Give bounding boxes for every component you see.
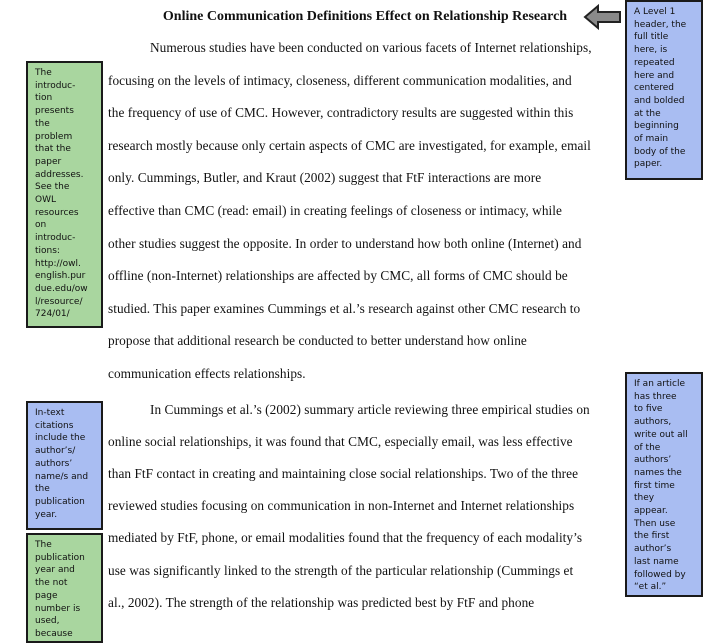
publication-year-annotation: The publication year and the not page number is used, because xyxy=(26,533,103,643)
text-line: focusing on the levels of intimacy, closeness, different communication modalities, and xyxy=(108,72,572,88)
text-line: only. Cummings, Butler, and Kraut (2002) suggest that FtF interactions are more xyxy=(108,170,542,186)
text-line: studied. This paper examines Cummings et al.’s research against other CMC research to xyxy=(108,300,581,316)
text-line: propose that additional research be conducted to better understand how online xyxy=(108,333,527,349)
text-line: online social relationships, it was found that CMC, especially email, was less effective xyxy=(108,434,573,450)
text-line: In Cummings et al.’s (2002) summary article reviewing three empirical studies on xyxy=(150,402,590,417)
text-line: than FtF contact in creating and maintaining close social relationships. Two of the three xyxy=(108,466,579,482)
text-line: mediated by FtF, phone, or email modalities found that the frequency of each modality’s xyxy=(108,530,583,546)
text-line: effective than CMC (read: email) in creating feelings of closeness or intimacy, while xyxy=(108,203,562,218)
paper-title: Online Communication Definitions Effect on Relationship Research xyxy=(162,9,568,24)
text-line: use was significantly linked to the strength of the particular relationship (Cummings et xyxy=(108,562,574,578)
text-line: the frequency of use of CMC. However, contradictory results are suggested within this xyxy=(108,105,574,121)
introduction-annotation: The introduc- tion presents the problem that the paper addresses. See the OWL resources on introduc- tions: http://owl. english.pur due.edu/ow l/resource/ 724/01/ xyxy=(26,61,103,328)
text-line: communication effects relationships. xyxy=(108,366,306,381)
header-annotation: A Level 1 header, the full title here, is repeated here and centered and bolded at the beginning of main body of the paper. xyxy=(625,0,703,180)
left-arrow-icon xyxy=(583,3,623,31)
text-line: al., 2002). The strength of the relationship was predicted best by FtF and phone xyxy=(108,594,535,610)
author-names-annotation: If an article has three to five authors, write out all of the authors’ names the first time they appear. Then use the first author’s last name followed by “et al.” xyxy=(625,372,703,597)
text-line: reviewed studies focusing on communication in non-Internet and Internet relationships xyxy=(108,498,575,514)
citation-annotation: In-text citations include the author’s/ authors’ name/s and the publication year. xyxy=(26,401,103,530)
text-line: Numerous studies have been conducted on various facets of Internet relationships, xyxy=(150,40,592,55)
text-line: other studies suggest the opposite. In order to understand how both online (Internet) and xyxy=(108,235,582,251)
text-line: offline (non-Internet) relationships are affected by CMC, all forms of CMC should be xyxy=(108,268,568,284)
text-line: research mostly because only certain aspects of CMC are investigated, for example, email xyxy=(108,137,591,153)
